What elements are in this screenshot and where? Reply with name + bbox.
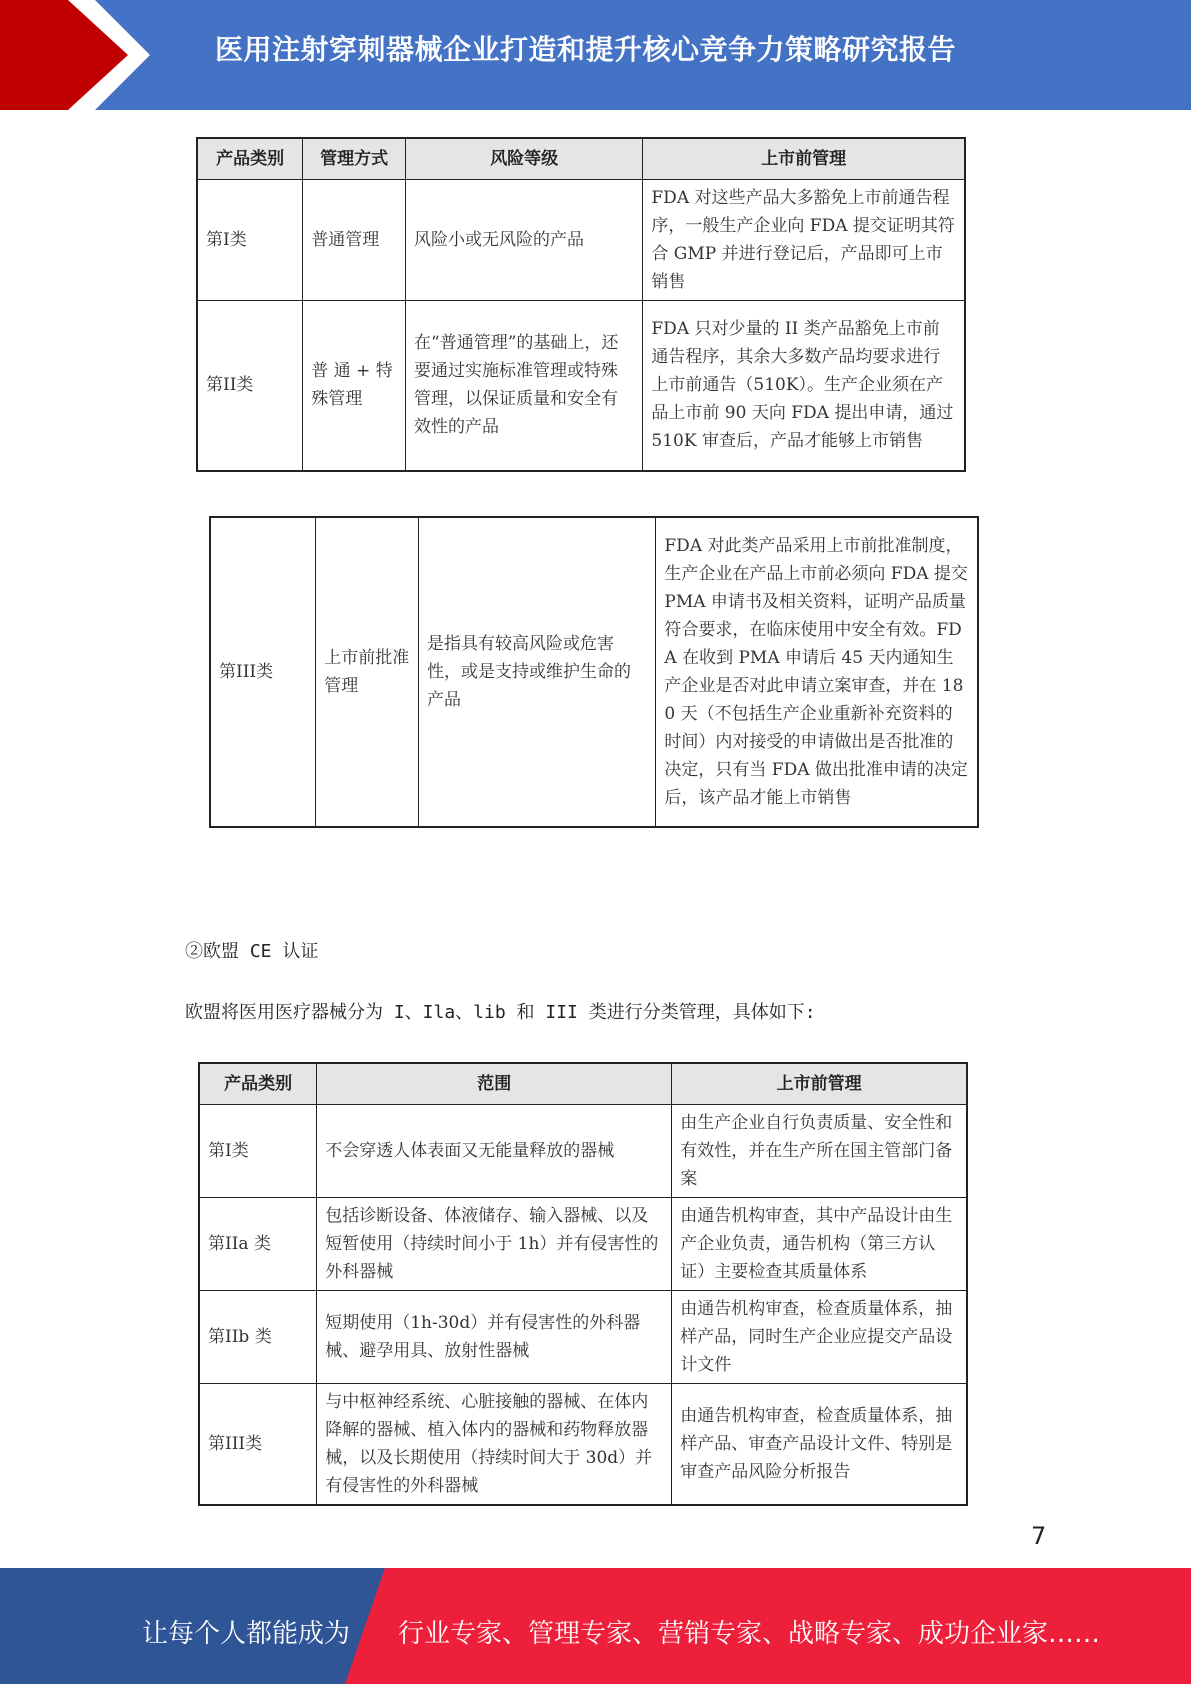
column-header: 范围 <box>317 1063 672 1105</box>
page-title: 医用注射穿刺器械企业打造和提升核心竞争力策略研究报告 <box>215 33 957 66</box>
table-row <box>197 180 965 301</box>
table-row <box>199 1291 967 1384</box>
column-header: 产品类别 <box>197 138 303 180</box>
table-cell: 由生产企业自行负责质量、安全性和有效性，并在生产所在国主管部门备案 <box>672 1105 967 1198</box>
footer-slogan-right: 行业专家、管理专家、营销专家、战略专家、成功企业家…… <box>398 1619 1101 1649</box>
column-header: 风险等级 <box>406 138 643 180</box>
header-chevron-decoration <box>0 0 150 110</box>
table-row <box>210 517 978 827</box>
table-row <box>197 301 965 471</box>
us-classification-table-continued <box>209 516 979 828</box>
table-cell: 第III类 <box>210 517 316 827</box>
table-cell: 不会穿透人体表面又无能量释放的器械 <box>317 1105 672 1198</box>
table-cell: 第IIb 类 <box>199 1291 317 1384</box>
footer-slogan-left: 让每个人都能成为 <box>142 1619 351 1649</box>
table-cell: FDA 只对少量的 II 类产品豁免上市前通告程序，其余大多数产品均要求进行上市前通告（510K）。生产企业须在产品上市前 90 天向 FDA 提出申请，通过 510K 审查后，产品才能够上市销售 <box>643 301 965 471</box>
table-row <box>199 1384 967 1506</box>
table-cell: 由通告机构审查，其中产品设计由生产企业负责，通告机构（第三方认证）主要检查其质量体系 <box>672 1198 967 1291</box>
table-cell: 普通管理 <box>303 180 406 301</box>
page-header <box>0 0 1191 110</box>
page-number: 7 <box>1031 1522 1047 1550</box>
table-cell: FDA 对这些产品大多豁免上市前通告程序，一般生产企业向 FDA 提交证明其符合 GMP 并进行登记后，产品即可上市销售 <box>643 180 965 301</box>
table-cell: 由通告机构审查，检查质量体系，抽样产品、审查产品设计文件、特别是审查产品风险分析报告 <box>672 1384 967 1506</box>
section-heading: ②欧盟 CE 认证 <box>185 941 319 962</box>
table-cell: 上市前批准管理 <box>316 517 419 827</box>
table-cell: 包括诊断设备、体液储存、输入器械、以及短暂使用（持续时间小于 1h）并有侵害性的外科器械 <box>317 1198 672 1291</box>
table-cell: 在“普通管理”的基础上，还要通过实施标准管理或特殊管理，以保证质量和安全有效性的产品 <box>406 301 643 471</box>
column-header: 管理方式 <box>303 138 406 180</box>
eu-classification-table <box>198 1062 968 1506</box>
table-cell: 是指具有较高风险或危害性，或是支持或维护生命的产品 <box>419 517 656 827</box>
table-cell: 第III类 <box>199 1384 317 1506</box>
table-cell: 第IIa 类 <box>199 1198 317 1291</box>
table-row <box>199 1105 967 1198</box>
table-header-row <box>197 138 965 180</box>
column-header: 上市前管理 <box>643 138 965 180</box>
table-cell: 风险小或无风险的产品 <box>406 180 643 301</box>
table-header-row <box>199 1063 967 1105</box>
table-cell: 普 通 + 特殊管理 <box>303 301 406 471</box>
page-footer <box>0 1568 1191 1684</box>
column-header: 产品类别 <box>199 1063 317 1105</box>
table-cell: 由通告机构审查，检查质量体系，抽样产品，同时生产企业应提交产品设计文件 <box>672 1291 967 1384</box>
table-cell: 与中枢神经系统、心脏接触的器械、在体内降解的器械、植入体内的器械和药物释放器械，以及长期使用（持续时间大于 30d）并有侵害性的外科器械 <box>317 1384 672 1506</box>
column-header: 上市前管理 <box>672 1063 967 1105</box>
table-cell: 第I类 <box>199 1105 317 1198</box>
table-row <box>199 1198 967 1291</box>
table-cell: 短期使用（1h-30d）并有侵害性的外科器械、避孕用具、放射性器械 <box>317 1291 672 1384</box>
table-cell: FDA 对此类产品采用上市前批准制度，生产企业在产品上市前必须向 FDA 提交 PMA 申请书及相关资料，证明产品质量符合要求，在临床使用中安全有效。FDA 在收到 PMA 申请后 45 天内通知生产企业是否对此申请立案审查，并在 180 天（不包括生产企业重新补充资料的时间）内对接受的申请做出是否批准的决定，只有当 FDA 做出批准申请的决定后，该产品才能上市销售 <box>656 517 978 827</box>
table-cell: 第II类 <box>197 301 303 471</box>
us-classification-table <box>196 137 966 472</box>
table-cell: 第I类 <box>197 180 303 301</box>
section-intro: 欧盟将医用医疗器械分为 I、Ila、lib 和 III 类进行分类管理，具体如下: <box>185 1002 816 1023</box>
